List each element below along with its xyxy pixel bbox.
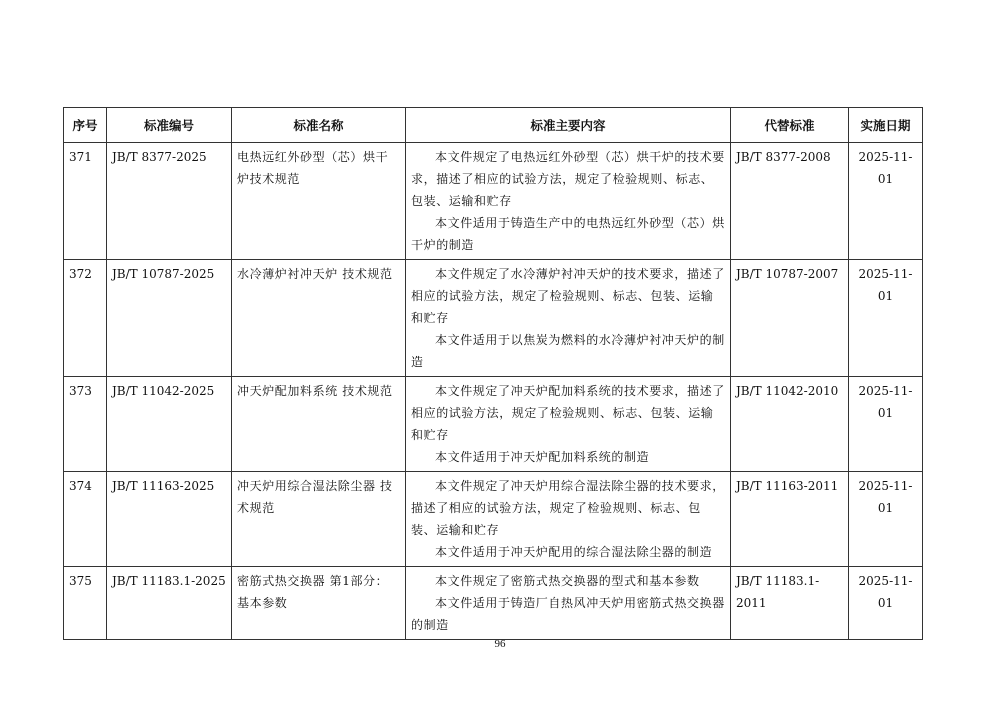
cell-content	[406, 260, 731, 377]
table-row	[64, 260, 923, 377]
cell-code: JB/T 11042-2025	[107, 377, 232, 472]
content-paragraph: 本文件规定了电热远红外砂型（芯）烘干炉的技术要求，描述了相应的试验方法，规定了检验规则、标志、包装、运输和贮存	[411, 150, 725, 208]
cell-replaces: JB/T 10787-2007	[731, 260, 849, 377]
table-row	[64, 143, 923, 260]
content-paragraph: 本文件适用于冲天炉配加料系统的制造	[435, 450, 650, 464]
table-row	[64, 472, 923, 567]
cell-seq: 373	[64, 377, 107, 472]
cell-content	[406, 472, 731, 567]
cell-seq: 374	[64, 472, 107, 567]
content-paragraph: 本文件规定了密筋式热交换器的型式和基本参数	[435, 574, 700, 588]
cell-code: JB/T 10787-2025	[107, 260, 232, 377]
cell-date: 2025-11-01	[849, 567, 923, 640]
cell-date: 2025-11-01	[849, 377, 923, 472]
cell-content	[406, 567, 731, 640]
cell-name: 密筋式热交换器 第1部分：基本参数	[232, 567, 406, 640]
content-paragraph: 本文件适用于以焦炭为燃料的水冷薄炉衬冲天炉的制造	[411, 333, 725, 369]
cell-code: JB/T 11183.1-2025	[107, 567, 232, 640]
cell-name: 电热远红外砂型（芯）烘干炉技术规范	[232, 143, 406, 260]
cell-replaces: JB/T 11042-2010	[731, 377, 849, 472]
header-name: 标准名称	[232, 108, 406, 143]
page-number: 96	[494, 638, 506, 650]
table-header-row	[64, 108, 923, 143]
header-seq: 序号	[64, 108, 107, 143]
content-paragraph: 本文件规定了冲天炉用综合湿法除尘器的技术要求，描述了相应的试验方法，规定了检验规则、标志、包装、运输和贮存	[411, 479, 725, 537]
standards-table	[63, 107, 923, 640]
cell-seq: 371	[64, 143, 107, 260]
cell-replaces: JB/T 11183.1-2011	[731, 567, 849, 640]
cell-content	[406, 143, 731, 260]
cell-date: 2025-11-01	[849, 143, 923, 260]
cell-content	[406, 377, 731, 472]
cell-replaces: JB/T 8377-2008	[731, 143, 849, 260]
content-paragraph: 本文件规定了水冷薄炉衬冲天炉的技术要求，描述了相应的试验方法，规定了检验规则、标志、包装、运输和贮存	[411, 267, 725, 325]
content-paragraph: 本文件适用于铸造厂自热风冲天炉用密筋式热交换器的制造	[411, 596, 725, 632]
header-replaces: 代替标准	[731, 108, 849, 143]
table-row	[64, 377, 923, 472]
table-row	[64, 567, 923, 640]
cell-date: 2025-11-01	[849, 260, 923, 377]
header-date: 实施日期	[849, 108, 923, 143]
cell-code: JB/T 11163-2025	[107, 472, 232, 567]
cell-name: 冲天炉配加料系统 技术规范	[232, 377, 406, 472]
cell-name: 冲天炉用综合湿法除尘器 技术规范	[232, 472, 406, 567]
cell-seq: 372	[64, 260, 107, 377]
cell-code: JB/T 8377-2025	[107, 143, 232, 260]
header-content: 标准主要内容	[406, 108, 731, 143]
content-paragraph: 本文件适用于冲天炉配用的综合湿法除尘器的制造	[435, 545, 713, 559]
content-paragraph: 本文件规定了冲天炉配加料系统的技术要求，描述了相应的试验方法，规定了检验规则、标志、包装、运输和贮存	[411, 384, 725, 442]
cell-seq: 375	[64, 567, 107, 640]
cell-replaces: JB/T 11163-2011	[731, 472, 849, 567]
cell-date: 2025-11-01	[849, 472, 923, 567]
cell-name: 水冷薄炉衬冲天炉 技术规范	[232, 260, 406, 377]
header-code: 标准编号	[107, 108, 232, 143]
content-paragraph: 本文件适用于铸造生产中的电热远红外砂型（芯）烘干炉的制造	[411, 216, 725, 252]
